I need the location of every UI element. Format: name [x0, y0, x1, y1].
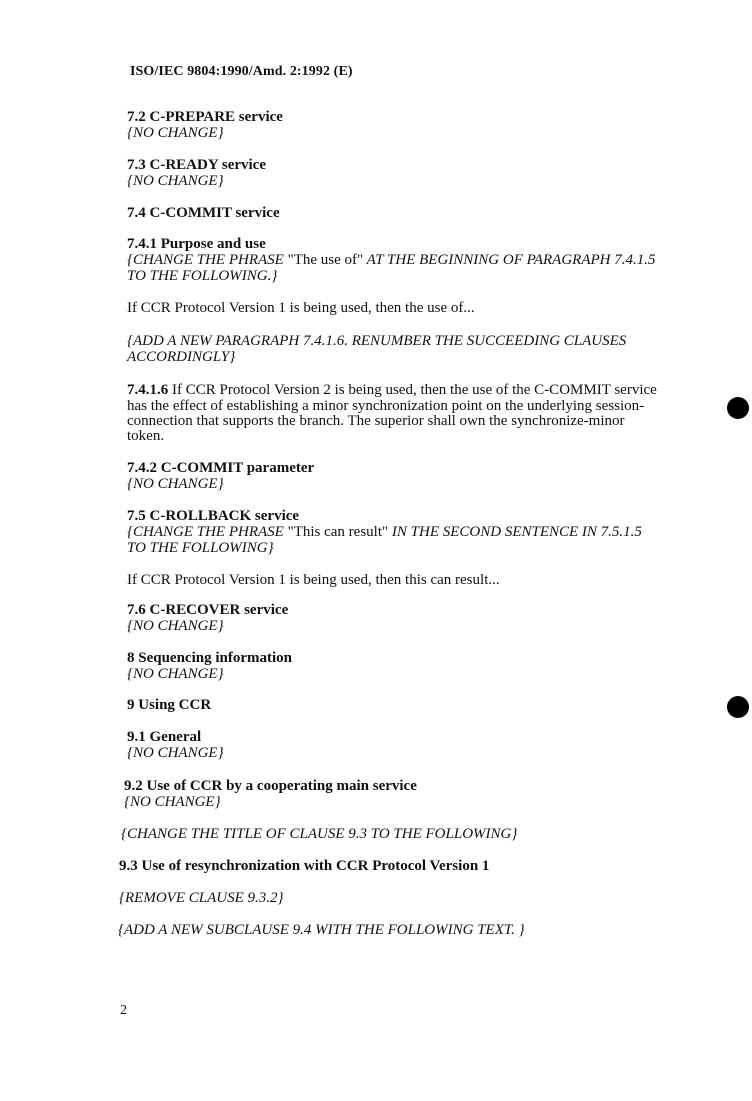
quoted-phrase: "This can result" — [287, 524, 389, 540]
instruction-remove-9-3-2: {REMOVE CLAUSE 9.3.2} — [119, 890, 284, 906]
instruction-add-9-4: {ADD A NEW SUBCLAUSE 9.4 WITH THE FOLLOWING TEXT. } — [118, 922, 525, 938]
instruction-part: {CHANGE THE PHRASE — [127, 252, 288, 268]
instruction-part: AT THE BEGINNING OF PARAGRAPH 7.4.1.5 — [363, 252, 656, 268]
instruction-7-5-1-5-line1 — [127, 524, 642, 540]
heading-7-6: 7.6 C-RECOVER service — [127, 602, 289, 618]
note-7-6: {NO CHANGE} — [127, 618, 224, 634]
paragraph-7-4-1-6-line1 — [127, 382, 657, 398]
change-marker-dot — [727, 696, 749, 718]
note-9-2: {NO CHANGE} — [124, 794, 221, 810]
paragraph-7-4-1-6-line2: has the effect of establishing a minor synchronization point on the underlying session- — [127, 398, 645, 414]
replacement-text-7-4-1-5: If CCR Protocol Version 1 is being used, then the use of... — [127, 300, 475, 316]
instruction-7-4-1-5-line2: TO THE FOLLOWING.} — [127, 268, 278, 284]
instruction-add-7-4-1-6-line1: {ADD A NEW PARAGRAPH 7.4.1.6. RENUMBER THE SUCCEEDING CLAUSES — [127, 333, 627, 349]
heading-7-4-1: 7.4.1 Purpose and use — [127, 236, 266, 252]
note-7-2: {NO CHANGE} — [127, 125, 224, 141]
instruction-part: IN THE SECOND SENTENCE IN 7.5.1.5 — [388, 524, 642, 540]
document-header: ISO/IEC 9804:1990/Amd. 2:1992 (E) — [130, 64, 353, 79]
heading-7-3: 7.3 C-READY service — [127, 157, 266, 173]
change-marker-dot — [727, 397, 749, 419]
heading-7-4-2: 7.4.2 C-COMMIT parameter — [127, 460, 315, 476]
note-7-4-2: {NO CHANGE} — [127, 476, 224, 492]
paragraph-7-4-1-6-line3: connection that supports the branch. The superior shall own the synchronize-minor — [127, 413, 625, 429]
heading-9: 9 Using CCR — [127, 697, 212, 713]
heading-7-2: 7.2 C-PREPARE service — [127, 109, 283, 125]
paragraph-number: 7.4.1.6 — [127, 382, 169, 398]
replacement-text-7-5-1-5: If CCR Protocol Version 1 is being used, then this can result... — [127, 572, 500, 588]
heading-9-2: 9.2 Use of CCR by a cooperating main service — [124, 778, 417, 794]
instruction-add-7-4-1-6-line2: ACCORDINGLY} — [127, 349, 236, 365]
paragraph-text: If CCR Protocol Version 2 is being used, then the use of the C-COMMIT service — [168, 382, 657, 398]
heading-9-3: 9.3 Use of resynchronization with CCR Protocol Version 1 — [119, 858, 490, 874]
heading-9-1: 9.1 General — [127, 729, 202, 745]
note-9-1: {NO CHANGE} — [127, 745, 224, 761]
quoted-phrase: "The use of" — [287, 252, 364, 268]
page-number: 2 — [120, 1003, 127, 1018]
note-8: {NO CHANGE} — [127, 666, 224, 682]
instruction-part: {CHANGE THE PHRASE — [127, 524, 288, 540]
paragraph-7-4-1-6-line4: token. — [127, 428, 165, 444]
instruction-title-9-3: {CHANGE THE TITLE OF CLAUSE 9.3 TO THE FOLLOWING} — [121, 826, 518, 842]
heading-7-4: 7.4 C-COMMIT service — [127, 205, 280, 221]
instruction-7-5-1-5-line2: TO THE FOLLOWING} — [127, 540, 274, 556]
heading-8: 8 Sequencing information — [127, 650, 293, 666]
heading-7-5: 7.5 C-ROLLBACK service — [127, 508, 300, 524]
note-7-3: {NO CHANGE} — [127, 173, 224, 189]
instruction-7-4-1-5-line1 — [127, 252, 656, 268]
